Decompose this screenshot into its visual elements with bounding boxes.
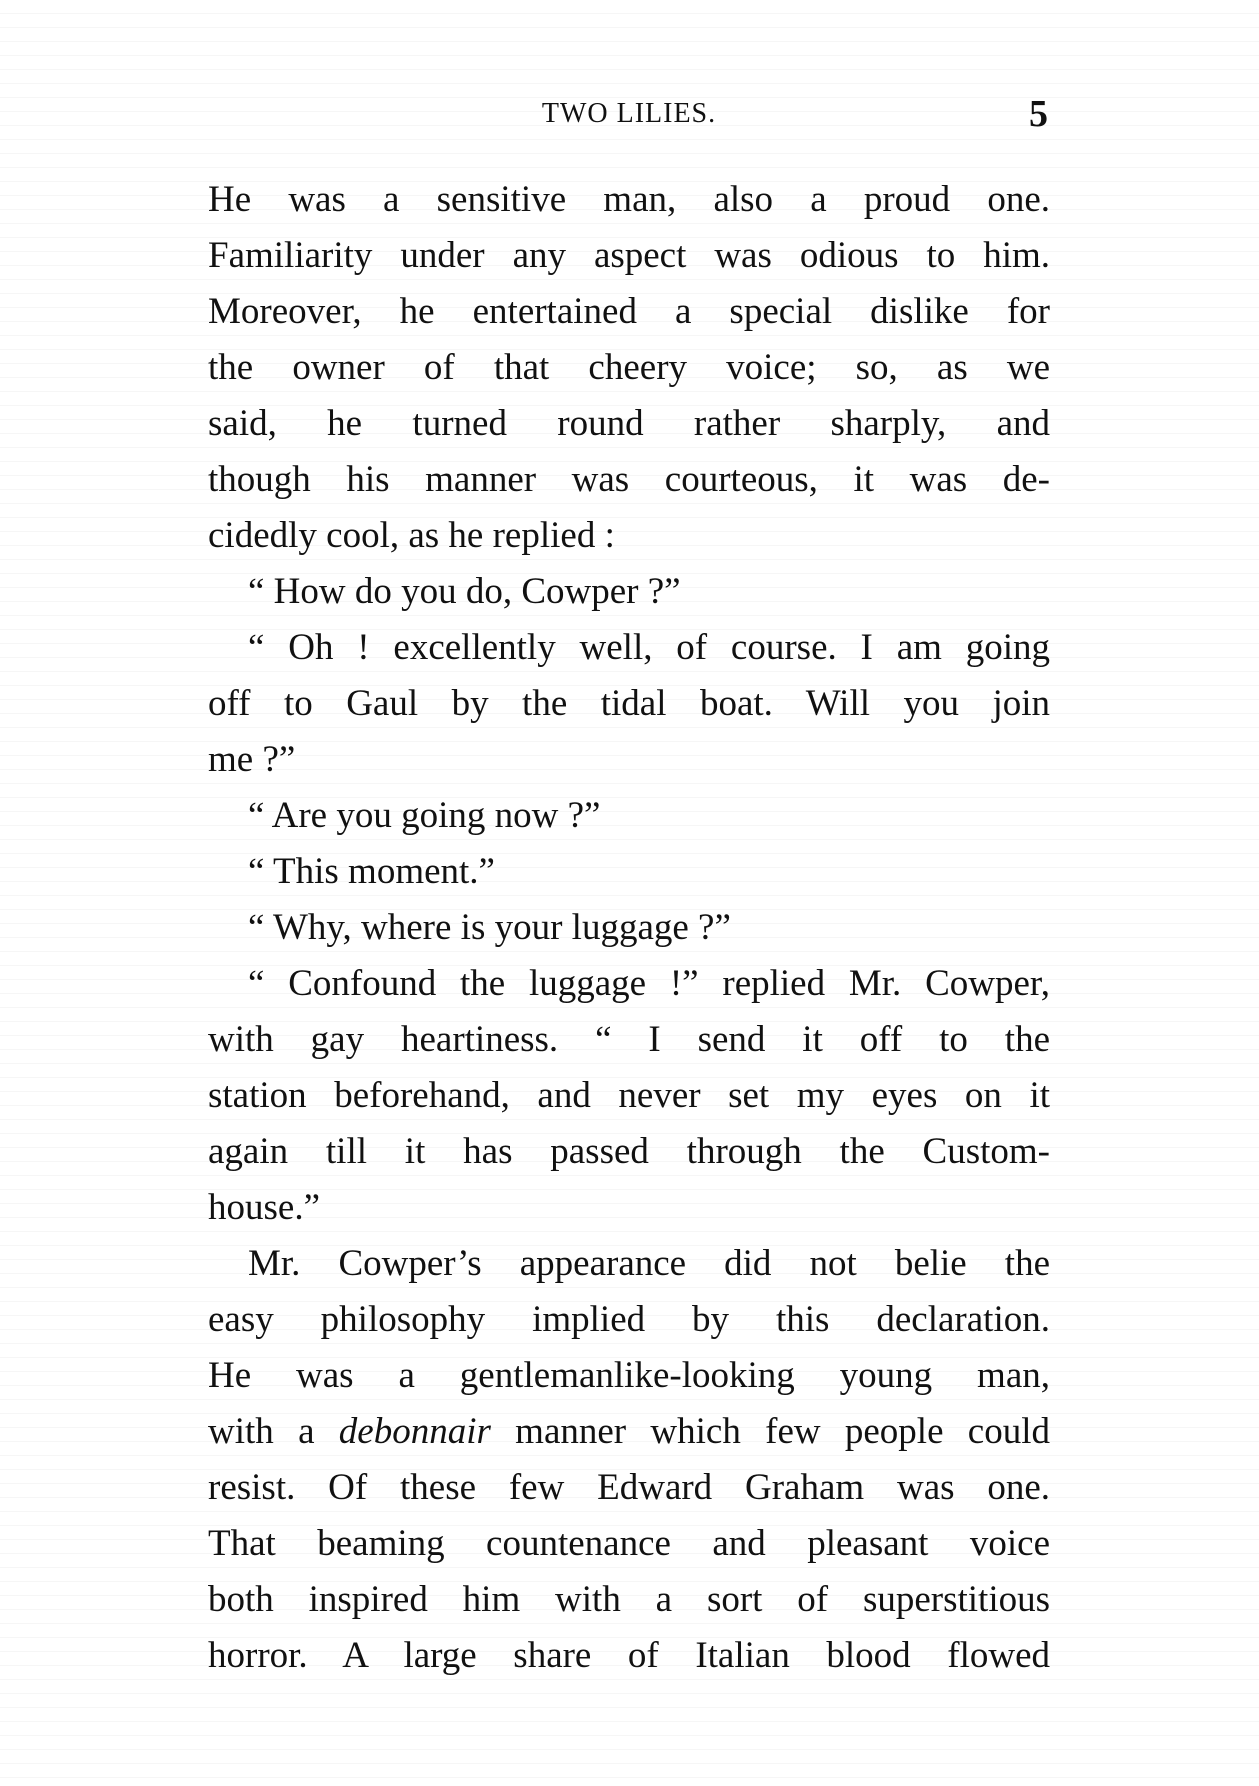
text-line: Familiarity under any aspect was odious to him. [208, 235, 1050, 276]
text-line: That beaming countenance and pleasant voice [208, 1523, 1050, 1564]
italic-word: debonnair [338, 1411, 491, 1452]
text-line: station beforehand, and never set my eyes on it [208, 1075, 1050, 1116]
text-line: easy philosophy implied by this declaration. [208, 1299, 1050, 1340]
text-line: off to Gaul by the tidal boat. Will you join [208, 683, 1050, 724]
running-title: TWO LILIES. [541, 98, 717, 129]
page-number: 5 [1029, 93, 1048, 135]
text-line: Moreover, he entertained a special dislike for [208, 291, 1050, 332]
text-line: me ?” [208, 739, 296, 780]
line-start: with a [208, 1411, 339, 1452]
text-line: “ Why, where is your luggage ?” [248, 907, 731, 948]
text-line: “ This moment.” [248, 851, 495, 892]
text-line: “ Oh ! excellently well, of course. I am going [248, 627, 1050, 668]
text-line: the owner of that cheery voice; so, as we [208, 347, 1050, 388]
text-line: though his manner was courteous, it was de- [208, 459, 1050, 500]
body-text [208, 172, 1050, 1684]
line-end: manner which few people could [490, 1411, 1050, 1452]
text-line: house.” [208, 1187, 320, 1228]
text-line: cidedly cool, as he replied : [208, 515, 615, 556]
text-line: He was a sensitive man, also a proud one. [208, 179, 1050, 220]
text-line [208, 1404, 1050, 1460]
text-line: resist. Of these few Edward Graham was one. [208, 1467, 1050, 1508]
page-header [208, 92, 1050, 136]
text-line: horror. A large share of Italian blood flowed [208, 1635, 1050, 1676]
text-line: again till it has passed through the Custom- [208, 1131, 1050, 1172]
text-line: with gay heartiness. “ I send it off to the [208, 1019, 1050, 1060]
text-line: “ Confound the luggage !” replied Mr. Cowper, [248, 963, 1050, 1004]
text-line: both inspired him with a sort of superstitious [208, 1579, 1050, 1620]
text-line: “ Are you going now ?” [248, 795, 601, 836]
text-line: Mr. Cowper’s appearance did not belie the [248, 1243, 1050, 1284]
text-line: said, he turned round rather sharply, and [208, 403, 1050, 444]
text-line: “ How do you do, Cowper ?” [248, 571, 681, 612]
text-line: He was a gentlemanlike-looking young man, [208, 1355, 1050, 1396]
